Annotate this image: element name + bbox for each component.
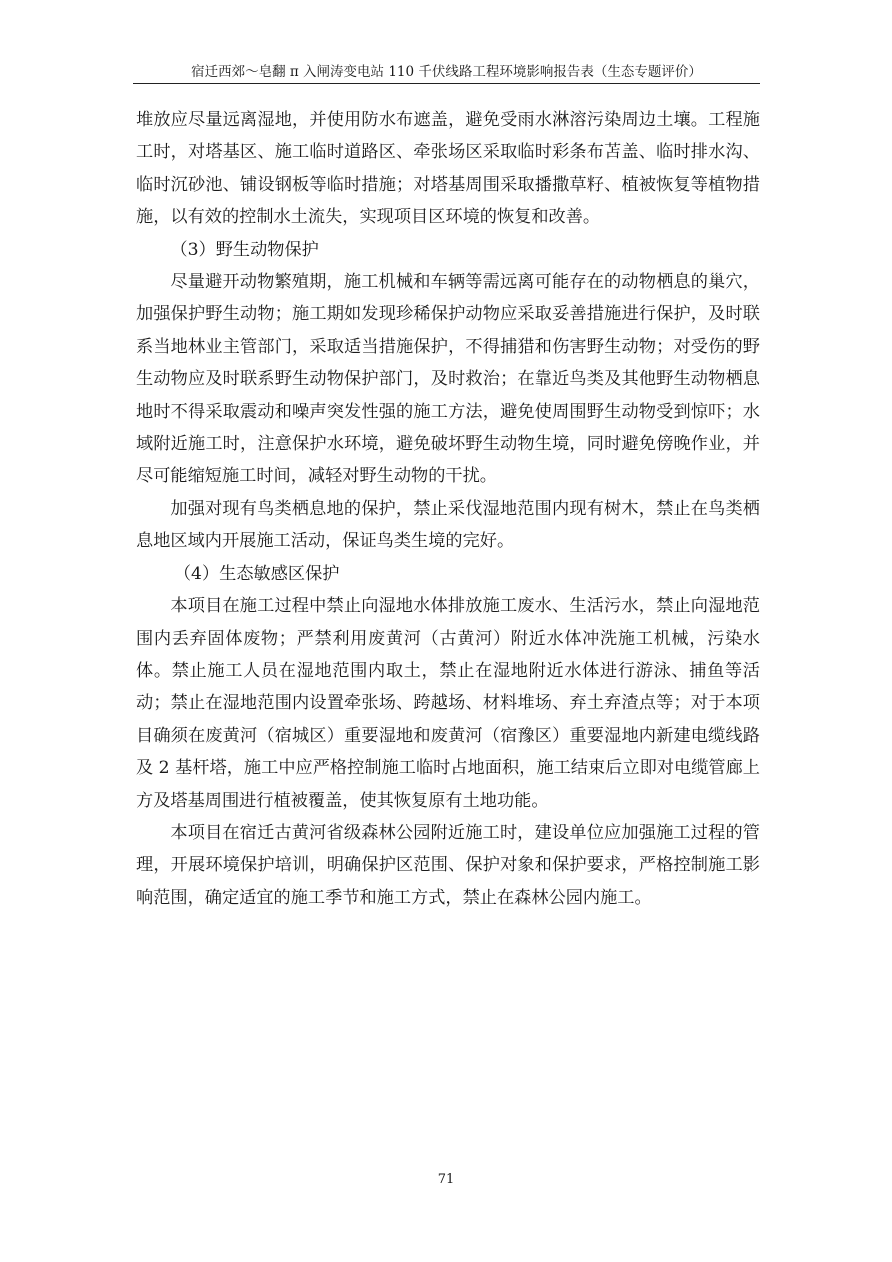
paragraph-wetland: 本项目在施工过程中禁止向湿地水体排放施工废水、生活污水，禁止向湿地范围内丢弃固体废物；严禁利用废黄河（古黄河）附近水体冲洗施工机械，污染水体。禁止施工人员在湿地范围内取土，禁止在湿地附近水体进行游泳、捕鱼等活动；禁止在湿地范围内设置牵张场、跨越场、材料堆场、弃土弃渣点等；对于本项目确须在废黄河（宿城区）重要湿地和废黄河（宿豫区）重要湿地内新建电缆线路及 2 基杆塔，施工中应严格控制施工临时占地面积，施工结束后立即对电缆管廊上方及塔基周围进行植被覆盖，使其恢复原有土地功能。 — [136, 596, 760, 811]
paragraph-forest-park: 本项目在宿迁古黄河省级森林公园附近施工时，建设单位应加强施工过程的管理，开展环境保护培训，明确保护区范围、保护对象和保护要求，严格控制施工影响范围，确定适宜的施工季节和施工方式，禁止在森林公园内施工。 — [136, 822, 760, 908]
running-header: 宿迁西郊～皂翻 π 入闸涛变电站 110 千伏线路工程环境影响报告表（生态专题评价） — [191, 64, 702, 80]
paragraph-bird-habitat: 加强对现有鸟类栖息地的保护，禁止采伐湿地范围内现有树木，禁止在鸟类栖息地区域内开展施工活动，保证鸟类生境的完好。 — [136, 498, 760, 552]
paragraph-continuation: 堆放应尽量远离湿地，并使用防水布遮盖，避免受雨水淋溶污染周边土壤。工程施工时，对塔基区、施工临时道路区、牵张场区采取临时彩条布苫盖、临时排水沟、临时沉砂池、铺设钢板等临时措施；对塔基周围采取播撒草籽、植被恢复等植物措施，以有效的控制水土流失，实现项目区环境的恢复和改善。 — [136, 110, 760, 228]
document-body — [136, 104, 760, 914]
header-rule — [133, 83, 760, 84]
paragraph-wildlife: 尽量避开动物繁殖期，施工机械和车辆等需远离可能存在的动物栖息的巢穴，加强保护野生动物；施工期如发现珍稀保护动物应采取妥善措施进行保护，及时联系当地林业主管部门，采取适当措施保护，不得捕猎和伤害野生动物；对受伤的野生动物应及时联系野生动物保护部门，及时救治；在靠近鸟类及其他野生动物栖息地时不得采取震动和噪声突发性强的施工方法，避免使周围野生动物受到惊吓；水域附近施工时，注意保护水环境，避免破坏野生动物生境，同时避免傍晚作业，并尽可能缩短施工时间，减轻对野生动物的干扰。 — [136, 272, 760, 487]
page-number: 71 — [437, 1172, 455, 1187]
section-heading-sensitive-area: （4）生态敏感区保护 — [173, 563, 340, 584]
section-heading-wildlife: （3）野生动物保护 — [170, 239, 319, 260]
